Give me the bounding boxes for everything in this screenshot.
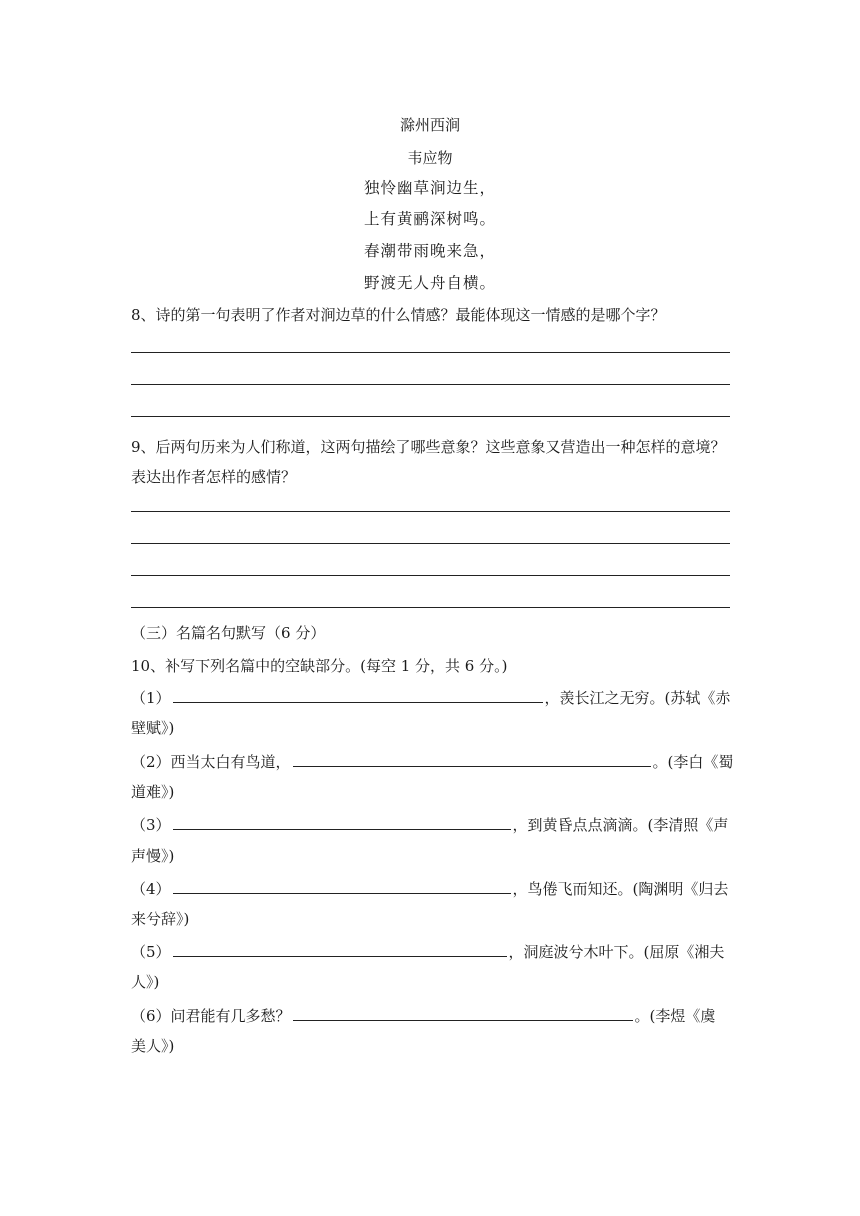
fill-blank[interactable]: [293, 752, 651, 767]
fill-item-2: [131, 752, 734, 772]
poem-author: 韦应物: [407, 149, 453, 167]
fill-item-prefix: （6）问君能有几多愁？: [131, 1007, 291, 1025]
answer-line[interactable]: [131, 384, 730, 385]
poem-title: 滁州西涧: [399, 116, 460, 134]
answer-line[interactable]: [131, 543, 730, 544]
fill-blank[interactable]: [173, 815, 511, 830]
fill-blank[interactable]: [173, 688, 543, 703]
fill-item-continuation: 声慢》): [131, 847, 175, 865]
poem-line: 野渡无人舟自横。: [363, 274, 496, 292]
fill-item-suffix: ，洞庭波兮木叶下。(屈原《湘夫: [508, 943, 725, 961]
fill-item-suffix: ，鸟倦飞而知还。(陶渊明《归去: [512, 880, 729, 898]
fill-item-continuation: 道难》): [131, 783, 175, 801]
answer-line[interactable]: [131, 575, 730, 576]
fill-item-4: [131, 879, 731, 899]
answer-line[interactable]: [131, 416, 730, 417]
fill-blank[interactable]: [173, 942, 507, 957]
fill-item-suffix: 。(李白《蜀: [652, 753, 734, 771]
fill-item-suffix: ，到黄昏点点滴滴。(李清照《声: [512, 816, 729, 834]
poem-line: 春潮带雨晚来急，: [363, 242, 496, 260]
fill-item-5: [131, 942, 731, 962]
question-10: 10、补写下列名篇中的空缺部分。(每空 1 分，共 6 分。): [131, 657, 508, 675]
question-9-line1: 9、后两句历来为人们称道，这两句描绘了哪些意象？这些意象又营造出一种怎样的意境？: [131, 438, 726, 456]
fill-item-continuation: 美人》): [131, 1037, 175, 1055]
fill-item-prefix: （1）: [131, 689, 171, 707]
fill-item-suffix: 。(李煜《虞: [634, 1007, 716, 1025]
fill-item-continuation: 壁赋》): [131, 719, 175, 737]
fill-item-prefix: （4）: [131, 880, 171, 898]
fill-item-suffix: ，羡长江之无穷。(苏轼《赤: [544, 689, 731, 707]
fill-item-prefix: （3）: [131, 816, 171, 834]
answer-line[interactable]: [131, 607, 730, 608]
fill-blank[interactable]: [293, 1006, 633, 1021]
poem-line: 独怜幽草涧边生，: [363, 179, 496, 197]
fill-item-prefix: （5）: [131, 943, 171, 961]
answer-line[interactable]: [131, 511, 730, 512]
fill-item-6: [131, 1006, 731, 1026]
section-3-heading: （三）名篇名句默写（6 分）: [131, 624, 326, 642]
fill-item-3: [131, 815, 731, 835]
answer-line[interactable]: [131, 352, 730, 353]
fill-item-1: [131, 688, 731, 708]
question-8: 8、诗的第一句表明了作者对涧边草的什么情感？最能体现这一情感的是哪个字？: [131, 306, 666, 324]
fill-blank[interactable]: [173, 879, 511, 894]
fill-item-continuation: 人》): [131, 973, 160, 991]
poem-line: 上有黄鹂深树鸣。: [363, 210, 496, 228]
fill-item-continuation: 来兮辞》): [131, 910, 190, 928]
fill-item-prefix: （2）西当太白有鸟道，: [131, 753, 291, 771]
question-9-line2: 表达出作者怎样的感情？: [131, 468, 297, 486]
